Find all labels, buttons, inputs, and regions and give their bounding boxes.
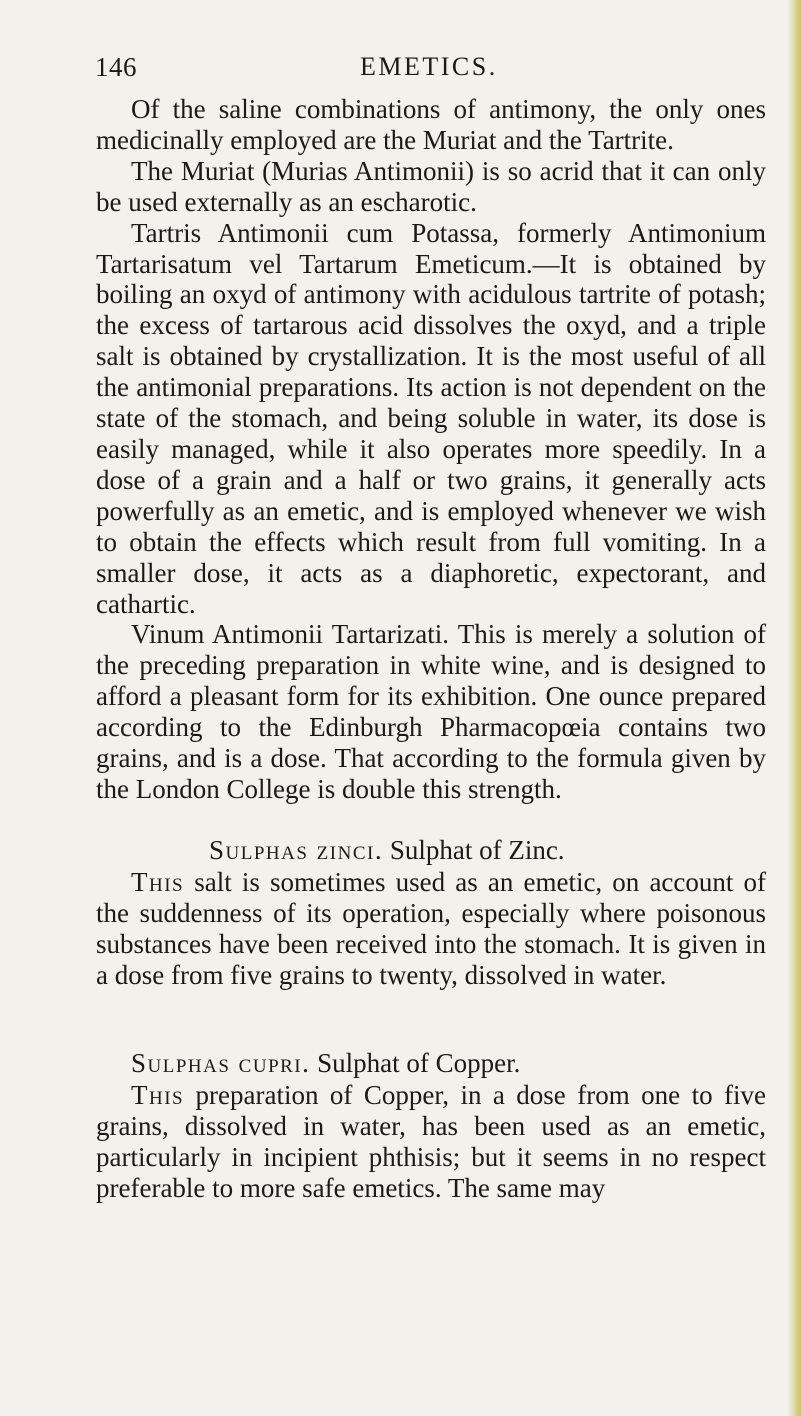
body-text (96, 94, 766, 1204)
heading-english: Sulphat of Copper. (317, 1048, 521, 1079)
section-heading-zinc (96, 835, 766, 865)
first-word: This (131, 1080, 185, 1111)
heading-latin: Sulphas cupri. (131, 1048, 311, 1079)
paragraph-muriat: The Muriat (Murias Antimonii) is so acrid that it can only be used externally as an escharotic. (96, 155, 766, 217)
running-head: EMETICS. (360, 52, 498, 81)
section-heading-copper (96, 1048, 766, 1078)
page-edge (787, 0, 801, 1416)
heading-english: Sulphat of Zinc. (389, 834, 565, 865)
paragraph-sulphat-copper (96, 1080, 766, 1204)
paragraph-text: salt is sometimes used as an emetic, on account of the suddenness of its operation, especially where poisonous substances have been received into the stomach. It is given in a dose from five grains to twenty, dissolved in water. (96, 866, 767, 990)
first-word: This (131, 866, 185, 897)
paragraph-tartris-antimonii: Tartris Antimonii cum Potassa, formerly Antimonium Tartarisatum vel Tartarum Emeticum.—It is obtained by boiling an oxyd of antimony with acidulous tartrite of potash; the excess of tartarous acid dissolves the oxyd, and a triple salt is obtained by crystallization. It is the most useful of all the antimonial preparations. Its action is not dependent on the state of the stomach, and being soluble in water, its dose is easily managed, while it also operates more speedily. In a dose of a grain and a half or two grains, it generally acts powerfully as an emetic, and is employed whenever we wish to obtain the effects which result from full vomiting. In a smaller dose, it acts as a diaphoretic, expectorant, and cathartic. (96, 217, 766, 619)
page-number: 146 (95, 52, 137, 82)
paragraph-vinum-antimonii: Vinum Antimonii Tartarizati. This is merely a solution of the preceding preparation in white wine, and is designed to afford a pleasant form for its exhibition. One ounce prepared according to the Edinburgh Pharmacopœia contains two grains, and is a dose. That according to the formula given by the London College is double this strength. (96, 619, 766, 804)
page-header (0, 52, 801, 92)
paragraph-sulphat-zinc (96, 867, 766, 991)
heading-latin: Sulphas zinci. (209, 834, 384, 865)
paragraph-saline-combinations: Of the saline combinations of antimony, the only ones medicinally employed are the Muriat and the Tartrite. (96, 94, 766, 155)
paragraph-text: preparation of Copper, in a dose from one to five grains, dissolved in water, has been used as an emetic, particularly in incipient phthisis; but it seems in no respect preferable to more safe emetics. The same may (96, 1080, 766, 1204)
